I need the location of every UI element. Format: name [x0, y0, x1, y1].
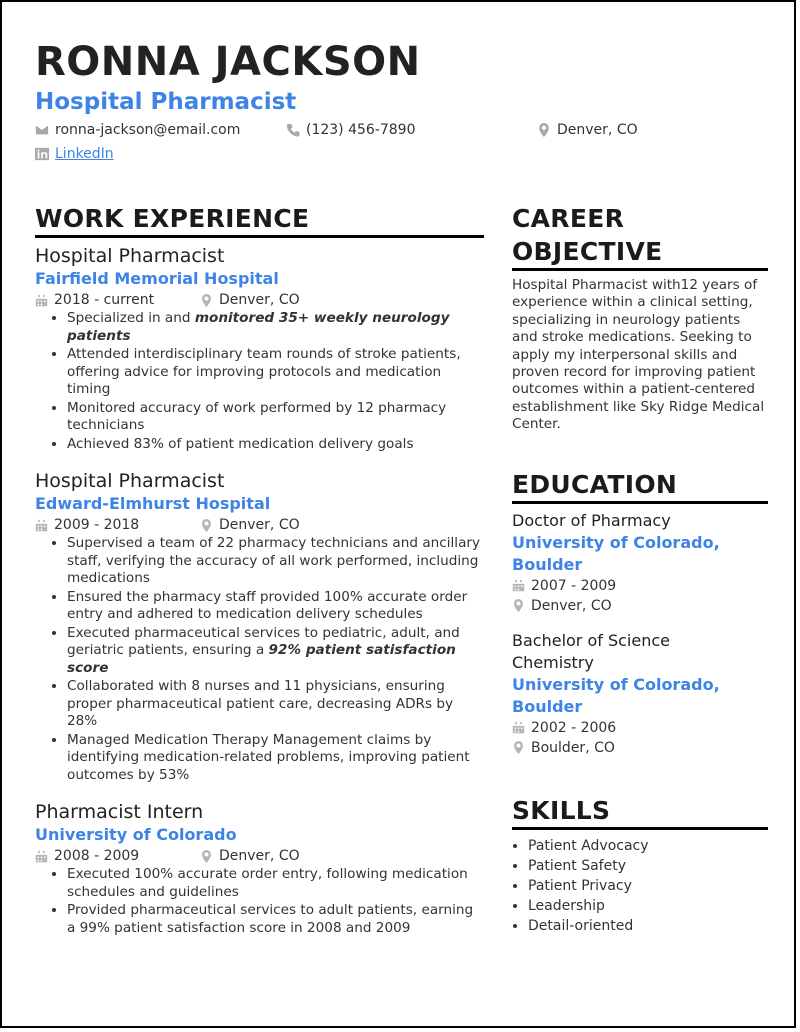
job-location-text: Denver, CO: [219, 292, 300, 308]
education-dates-text: 2002 - 2006: [531, 719, 617, 736]
job-bullet: [67, 346, 484, 399]
job-location-text: Denver, CO: [219, 848, 300, 864]
skill-item: • Patient Safety: [528, 856, 768, 876]
job-bullet: [67, 436, 484, 454]
bullet-text: Achieved 83% of patient medication delivery goals: [67, 435, 414, 452]
bullet-text: Managed Medication Therapy Management claims by identifying medication-related problems, improving patient outcomes by 53%: [67, 731, 470, 783]
career-objective-text: Hospital Pharmacist with12 years of experience within a clinical setting, specializing in neurology patients and stroke medications. Seeking to apply my interpersonal skills and proven record for improving patient outcomes within a patient-centered establishment like Sky Ridge Medical Center.: [512, 277, 765, 433]
education-list: [512, 510, 768, 758]
education-location: [512, 738, 768, 758]
job-bullets: [35, 535, 484, 784]
right-column: [512, 202, 768, 936]
skill-item: • Patient Advocacy: [528, 836, 768, 856]
job-entry: [35, 800, 484, 937]
job-bullets: [35, 310, 484, 453]
map-pin-icon: [537, 123, 551, 137]
degree: Doctor of Pharmacy: [512, 510, 671, 530]
school-name: University of Colorado, Boulder: [512, 532, 720, 574]
calendar-icon: [512, 579, 525, 592]
calendar-icon: [35, 294, 48, 307]
job-bullet: [67, 678, 484, 731]
job-title: Hospital Pharmacist: [35, 470, 225, 492]
contact-info: [35, 122, 775, 172]
company-name: Edward-Elmhurst Hospital: [35, 494, 271, 513]
skill-item: • Leadership: [528, 896, 768, 916]
job-dates-text: 2008 - 2009: [54, 848, 140, 864]
bullet-text: Supervised a team of 22 pharmacy technicians and ancillary staff, verifying the accuracy of all work performed, including medications: [67, 535, 481, 586]
bullet-text: Specialized in and: [67, 310, 195, 326]
job-title: Pharmacist Intern: [35, 801, 204, 823]
phone-icon: [286, 123, 300, 137]
job-dates-text: 2018 - current: [54, 292, 155, 308]
career-objective-heading-line1: CAREER: [512, 204, 625, 233]
education-dates: [512, 576, 768, 596]
job-dates: [35, 846, 200, 866]
company-name: University of Colorado: [35, 825, 237, 844]
bullet-highlight: 92% patient satisfaction score: [67, 642, 456, 676]
skills-list: [512, 836, 768, 936]
job-location: [200, 515, 300, 535]
contact-location: [537, 122, 638, 138]
career-objective-heading: OBJECTIVE: [512, 235, 768, 271]
map-pin-icon: [200, 294, 213, 307]
job-meta: [35, 515, 484, 535]
education-location-text: Boulder, CO: [531, 739, 615, 756]
job-dates: [35, 515, 200, 535]
map-pin-icon: [512, 599, 525, 612]
bullet-text: Monitored accuracy of work performed by 12 pharmacy technicians: [67, 399, 447, 433]
calendar-icon: [35, 850, 48, 863]
job-bullet: [67, 535, 484, 588]
map-pin-icon: [200, 519, 213, 532]
job-location: [200, 846, 300, 866]
education-heading: EDUCATION: [512, 468, 768, 504]
education-dates: [512, 718, 768, 738]
linkedin-icon: [35, 147, 49, 161]
bullet-highlight: monitored 35+ weekly neurology patients: [67, 310, 450, 344]
skill-item: • Detail-oriented: [528, 916, 768, 936]
skills-heading: SKILLS: [512, 794, 768, 830]
phone-text: (123) 456-7890: [306, 122, 416, 138]
map-pin-icon: [512, 741, 525, 754]
envelope-icon: [35, 123, 49, 137]
candidate-title: Hospital Pharmacist: [35, 89, 297, 115]
job-list: [35, 244, 484, 937]
contact-phone: [286, 122, 416, 138]
degree-field: Chemistry: [512, 652, 594, 672]
job-bullet: [67, 589, 484, 624]
job-bullet: [67, 400, 484, 435]
job-bullet: [67, 310, 484, 345]
job-bullets: [35, 866, 484, 937]
education-entry: [512, 510, 768, 616]
education-entry: [512, 630, 768, 758]
job-bullet: [67, 866, 484, 901]
job-entry: [35, 469, 484, 784]
company-name: Fairfield Memorial Hospital: [35, 269, 279, 288]
job-location: [200, 290, 300, 310]
job-bullet: [67, 902, 484, 937]
school-name: University of Colorado, Boulder: [512, 674, 720, 716]
bullet-text: Executed 100% accurate order entry, following medication schedules and guidelines: [67, 866, 468, 900]
resume-header: [35, 38, 775, 172]
candidate-name: RONNA JACKSON: [35, 39, 421, 85]
bullet-text: Collaborated with 8 nurses and 11 physicians, ensuring proper pharmaceutical patient care, decreasing ADRs by 28%: [67, 678, 454, 729]
calendar-icon: [512, 721, 525, 734]
contact-email: [35, 122, 240, 138]
job-bullet: [67, 732, 484, 785]
bullet-text: Ensured the pharmacy staff provided 100% accurate order entry and adhered to medication delivery schedules: [67, 588, 468, 622]
job-meta: [35, 290, 484, 310]
job-meta: [35, 846, 484, 866]
education-dates-text: 2007 - 2009: [531, 577, 617, 594]
job-dates: [35, 290, 200, 310]
degree: Bachelor of Science: [512, 630, 670, 650]
contact-linkedin: [35, 146, 114, 162]
bullet-text: Attended interdisciplinary team rounds of stroke patients, offering advice for improving protocols and medication timing: [67, 346, 461, 397]
job-entry: [35, 244, 484, 453]
location-text: Denver, CO: [557, 122, 638, 138]
calendar-icon: [35, 519, 48, 532]
job-bullet: [67, 625, 484, 678]
education-location: [512, 596, 768, 616]
education-location-text: Denver, CO: [531, 597, 612, 614]
job-title: Hospital Pharmacist: [35, 245, 225, 267]
job-location-text: Denver, CO: [219, 517, 300, 533]
work-experience-heading: WORK EXPERIENCE: [35, 202, 484, 238]
linkedin-link[interactable]: LinkedIn: [55, 146, 114, 162]
bullet-text: Executed pharmaceutical services to pediatric, adult, and geriatric patients, ensuring a: [67, 624, 460, 658]
job-dates-text: 2009 - 2018: [54, 517, 140, 533]
map-pin-icon: [200, 850, 213, 863]
skill-item: • Patient Privacy: [528, 876, 768, 896]
left-column: [35, 202, 484, 938]
email-text: ronna-jackson@email.com: [55, 122, 241, 138]
bullet-text: Provided pharmaceutical services to adult patients, earning a 99% patient satisfaction score in 2008 and 2009: [67, 902, 474, 936]
